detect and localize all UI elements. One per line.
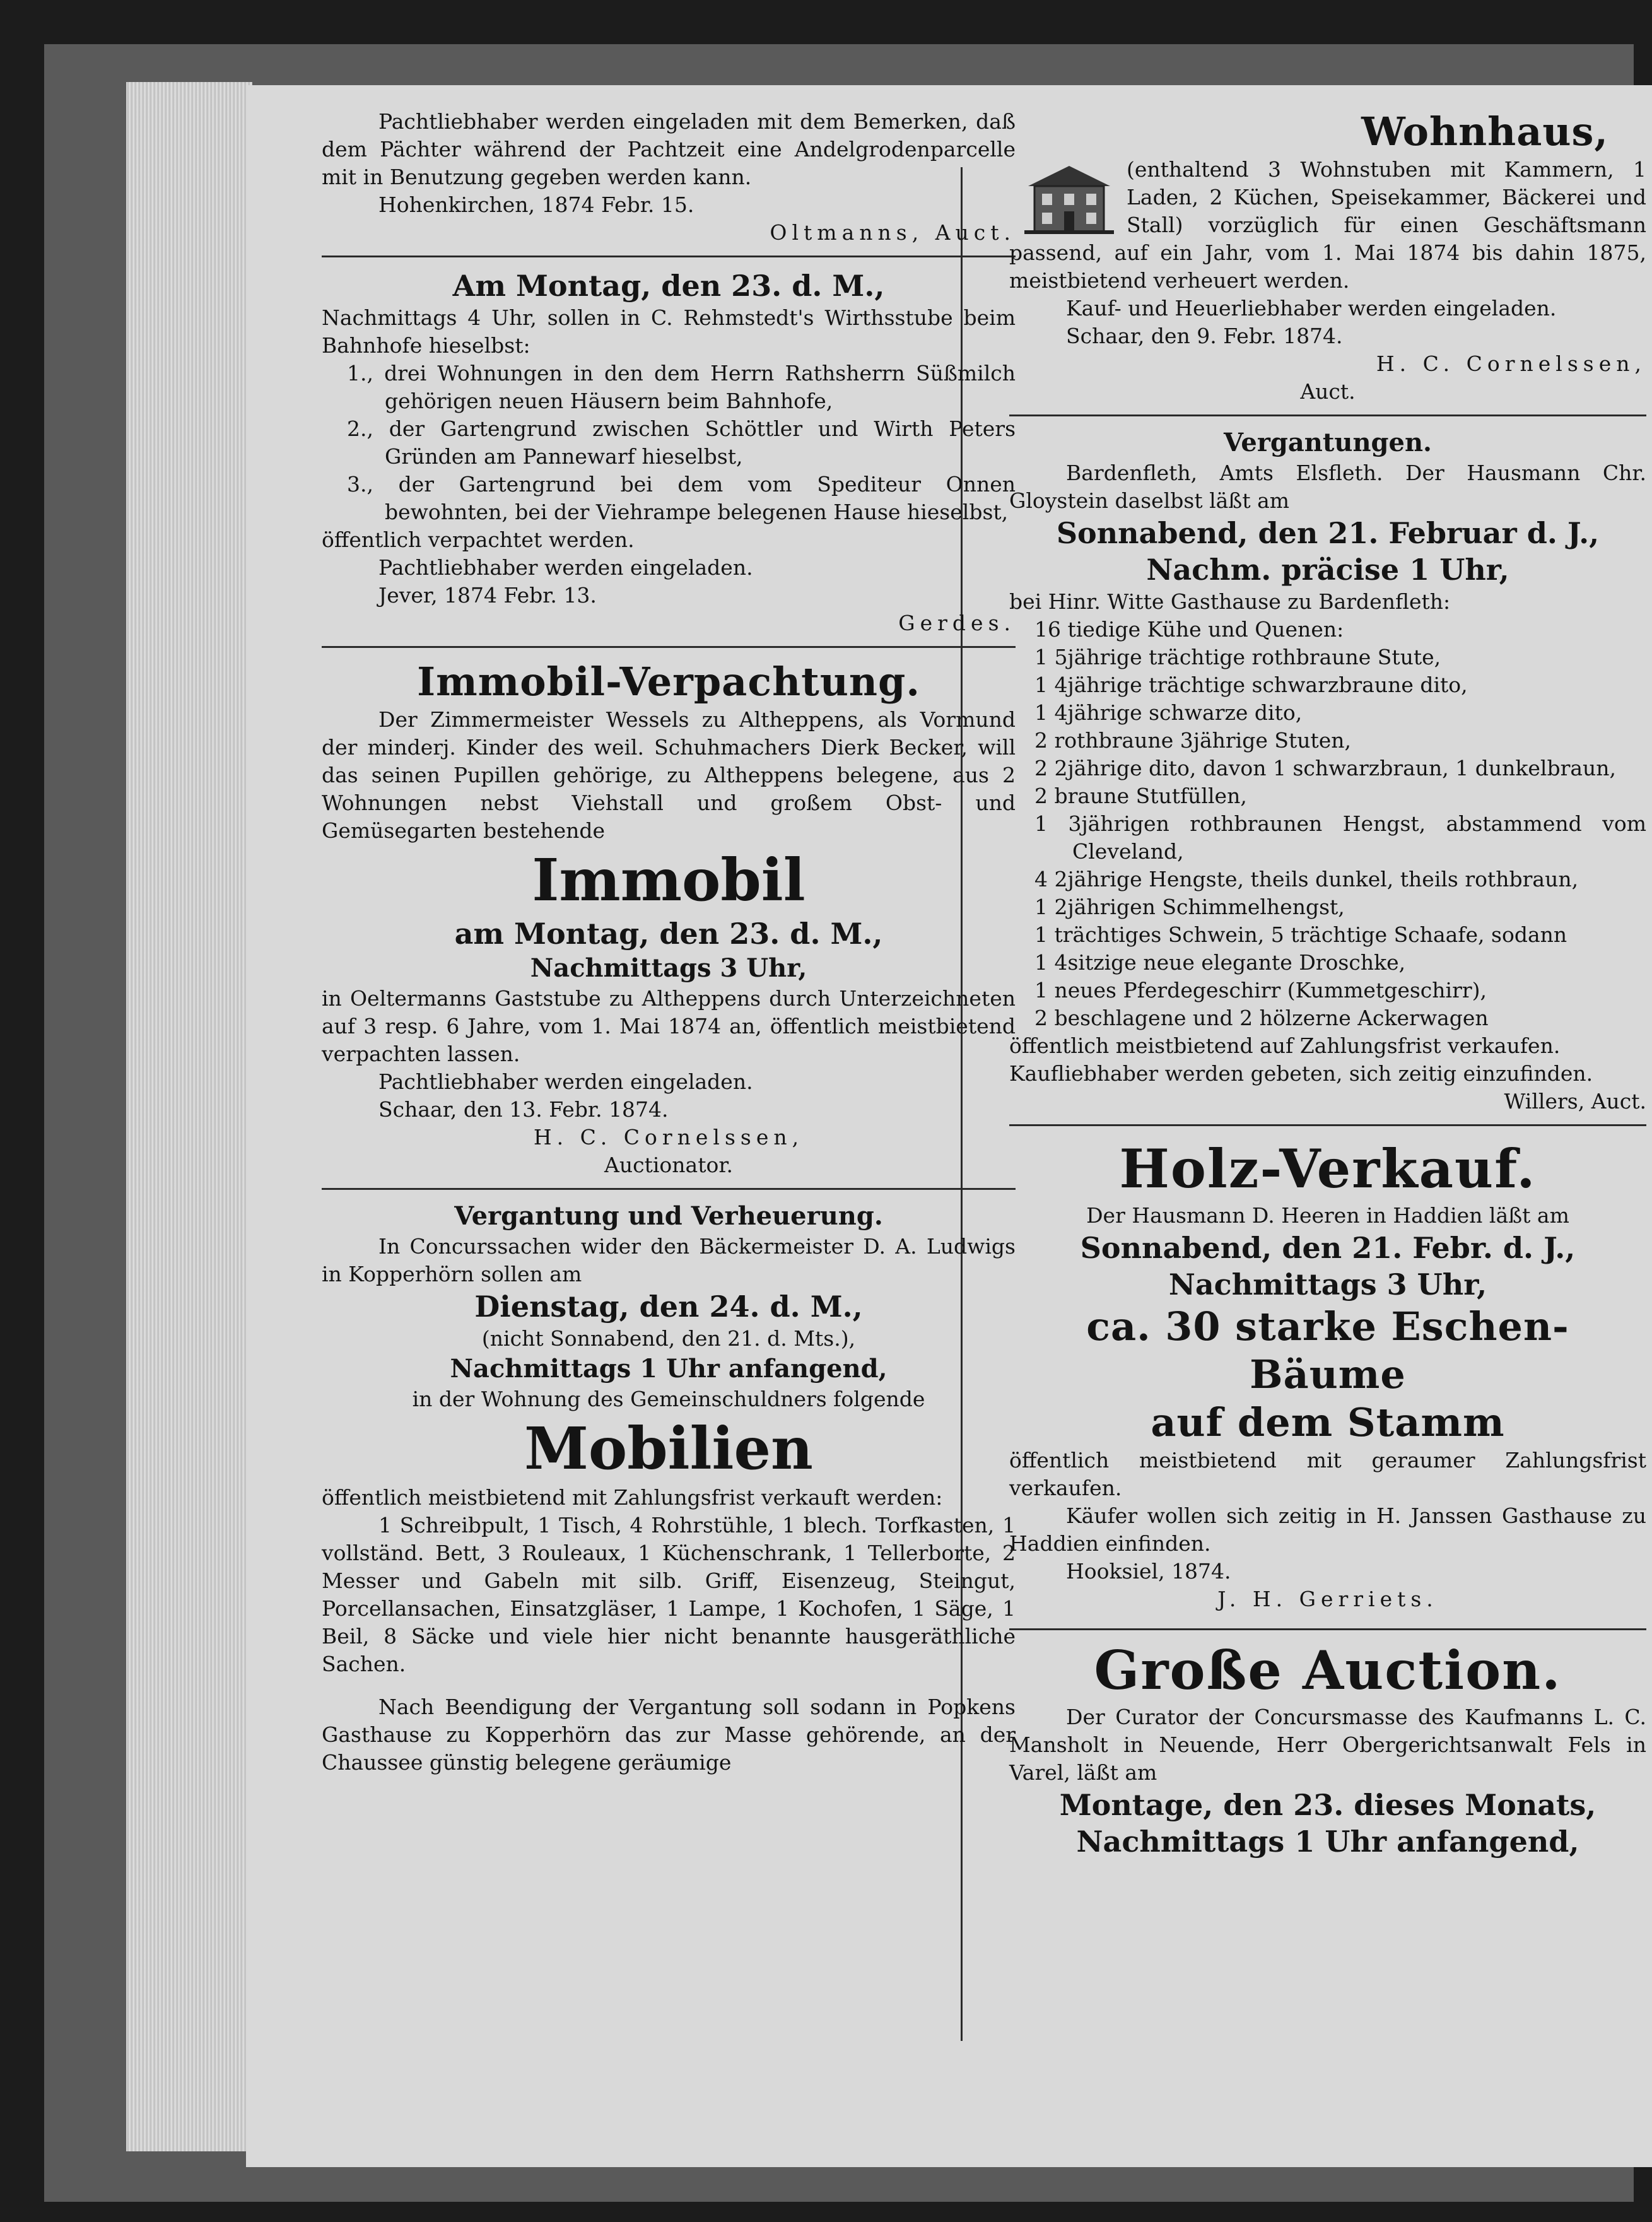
ad-holz-verkauf [1009,1132,1646,1622]
ad-heading: Große Auction. [1094,1639,1562,1702]
invite: Kaufliebhaber werden gebeten, sich zeitig einzufinden. [1009,1061,1593,1086]
ad-heading: Vergantung und Verheuerung. [454,1201,883,1231]
ad-heading: Holz-Verkauf. [1119,1137,1537,1200]
place-date: Hohenkirchen, 1874 Febr. 15. [378,192,694,217]
spacer [322,1678,1016,1693]
list-item: 2 2jährige dito, davon 1 schwarzbraun, 1 dunkelbraun, [1034,756,1617,780]
big-line-1: ca. 30 starke Eschen-Bäume [1086,1303,1569,1397]
page-edges [126,82,252,2151]
signer: Gerdes. [898,611,1016,635]
invite: Kauf- und Heuerliebhaber werden eingeladen. [1066,296,1557,320]
time-line: Nachm. präcise 1 Uhr, [1146,553,1509,587]
place-line: in der Wohnung des Gemeinschuldners folgende [412,1387,925,1411]
list-item: 1 5jährige trächtige rothbraune Stute, [1034,645,1441,669]
list-item: 1 4jährige trächtige schwarzbraune dito, [1034,673,1468,697]
ad-text: Der Zimmermeister Wessels zu Altheppens, als Vormund der minderj. Kinder des weil. Schuhmachers Dierk Becker, will das seinen Pupillen gehörige, zu Altheppens belegene, aus 2 Wohnungen nebst Viehstall und großem Obst- und Gemüsegarten bestehende [322,707,1016,843]
ad-heading: Wohnhaus, [1361,109,1608,155]
left-column [322,104,1016,1792]
signer: J. H. Gerriets. [1217,1587,1438,1611]
list-item: 2 braune Stutfüllen, [1034,784,1247,808]
list-item: 4 2jährige Hengste, theils dunkel, theils rothbraun, [1034,867,1579,891]
list-item: 1 trächtiges Schwein, 5 trächtige Schaafe, sodann [1034,922,1567,947]
ad-lease-hohenkirchen [322,104,1016,257]
ad-grosse-auction [1009,1628,1646,1869]
ad-text: Der Hausmann D. Heeren in Haddien läßt am [1086,1203,1569,1228]
terms: öffentlich meistbietend auf Zahlungsfrist verkaufen. [1009,1033,1561,1058]
right-column [1009,104,1646,1875]
big-word: Mobilien [524,1414,813,1483]
signer-title: Auct. [1300,379,1356,404]
ad-heading: Am Montag, den 23. d. M., [452,269,885,303]
ad-lease-jever [322,264,1016,648]
date-line: Sonnabend, den 21. Febr. d. J., [1080,1231,1576,1265]
item-text: 1 Schreibpult, 1 Tisch, 4 Rohrstühle, 1 blech. Torfkasten, 1 vollständ. Bett, 3 Rouleaux, 1 Küchenschrank, 1 Tellerborte, 2 Messer und Gabeln mit silb. Griff, Eisenzeug, Steingut, Porcellansachen, Einsatzgläser, 1 Lampe, 1 Kochofen, 1 Säge, 1 Beil, 8 Säcke und viele hier nicht benannte hausgeräthliche Sachen. [322,1513,1016,1676]
ad-text: Bardenfleth, Amts Elsfleth. Der Hausmann Chr. Gloystein daselbst läßt am [1009,461,1646,513]
ad-vergantungen-bardenfleth [1009,423,1646,1126]
invite: Käufer wollen sich zeitig in H. Janssen Gasthause zu Haddien einfinden. [1009,1503,1646,1556]
list-item: 1 4sitzige neue elegante Droschke, [1034,950,1406,975]
signer: Willers, Auct. [1504,1089,1646,1114]
place-line: bei Hinr. Witte Gasthause zu Bardenfleth: [1009,589,1451,614]
ad-heading: Immobil-Verpachtung. [417,659,920,705]
signer-title: Auctionator. [604,1153,733,1177]
date-line: Dienstag, den 24. d. M., [474,1290,863,1324]
time-line: Nachmittags 1 Uhr anfangend, [1076,1825,1579,1859]
list-item: 2 beschlagene und 2 hölzerne Ackerwagen [1034,1006,1489,1030]
invite: Pachtliebhaber werden eingeladen. [378,555,753,580]
newspaper-page [246,85,1652,2167]
place-date: Schaar, den 13. Febr. 1874. [378,1097,669,1122]
place-date: Jever, 1874 Febr. 13. [378,583,597,608]
item-list [1009,616,1646,1032]
signer: H. C. Cornelssen, [1376,351,1646,376]
ad-text: In Concurssachen wider den Bäckermeister D. A. Ludwigs in Kopperhörn sollen am [322,1234,1016,1286]
list-item: 1 2jährigen Schimmelhengst, [1034,895,1345,919]
list-item: 1 3jährigen rothbraunen Hengst, abstammend vom Cleveland, [1034,811,1646,864]
house-icon [1022,161,1116,237]
ad-text-2: in Oeltermanns Gaststube zu Altheppens durch Unterzeichneten auf 3 resp. 6 Jahre, vom 1. Mai 1874 an, öffentlich meistbietend verpachten lassen. [322,986,1016,1066]
time-line: Nachmittags 1 Uhr anfangend, [450,1354,888,1384]
ad-vergantung-kopperhoern [322,1196,1016,1785]
list-item: 1 neues Pferdegeschirr (Kummetgeschirr), [1034,978,1487,1002]
ad-outro: öffentlich verpachtet werden. [322,527,635,552]
after-text: Nach Beendigung der Vergantung soll sodann in Popkens Gasthause zu Kopperhörn das zur Masse gehörende, an der Chaussee günstig belegene geräumige [322,1695,1016,1775]
terms: öffentlich meistbietend mit Zahlungsfrist verkauft werden: [322,1485,943,1510]
ad-heading: Vergantungen. [1224,428,1432,457]
list-item: 1., drei Wohnungen in den dem Herrn Rathsherrn Süßmilch gehörigen neuen Häusern beim Bahnhofe, [347,361,1016,413]
item-list [322,360,1016,526]
terms: öffentlich meistbietend mit geraumer Zahlungsfrist verkaufen. [1009,1448,1646,1500]
date-line: Montage, den 23. dieses Monats, [1059,1788,1596,1822]
list-item: 2., der Gartengrund zwischen Schöttler und Wirth Peters Gründen am Pannewarf hieselbst, [347,416,1016,469]
ad-text: Der Curator der Concursmasse des Kaufmanns L. C. Mansholt in Neuende, Herr Obergerichtsanwalt Fels in Varel, läßt am [1009,1705,1646,1785]
invite: Pachtliebhaber werden eingeladen. [378,1069,753,1094]
list-item: 2 rothbraune 3jährige Stuten, [1034,728,1352,753]
ad-immobil-verpachtung [322,654,1016,1190]
place-date: Schaar, den 9. Febr. 1874. [1066,324,1343,348]
signer: H. C. Cornelssen, [533,1125,804,1149]
ad-intro: Nachmittags 4 Uhr, sollen in C. Rehmstedt's Wirthsstube beim Bahnhofe hieselbst: [322,305,1016,358]
signer: Oltmanns, Auct. [770,220,1016,245]
list-item: 16 tiedige Kühe und Quenen: [1034,617,1344,642]
date-line: Sonnabend, den 21. Februar d. J., [1056,516,1600,550]
big-word: Immobil [532,846,805,914]
date-line: am Montag, den 23. d. M., [454,917,883,951]
big-line-2: auf dem Stamm [1151,1399,1505,1445]
time-line: Nachmittags 3 Uhr, [530,953,807,983]
ad-text: (enthaltend 3 Wohnstuben mit Kammern, 1 Laden, 2 Küchen, Speisekammer, Bäckerei und Stall) vorzüglich für einen Geschäftsmann passend, auf ein Jahr, vom 1. Mai 1874 bis dahin 1875, meistbietend verheuert werden. [1009,157,1646,293]
note-line: (nicht Sonnabend, den 21. d. Mts.), [481,1326,856,1351]
place-date: Hooksiel, 1874. [1066,1559,1231,1584]
time-line: Nachmittags 3 Uhr, [1168,1267,1487,1302]
ad-text: Pachtliebhaber werden eingeladen mit dem Bemerken, daß dem Pächter während der Pachtzeit eine Andelgrodenparcelle mit in Benutzung gegeben werden kann. [322,109,1016,189]
list-item: 1 4jährige schwarze dito, [1034,700,1303,725]
list-item: 3., der Gartengrund bei dem vom Spediteur Onnen bewohnten, bei der Viehrampe belegenen Hause hieselbst, [347,472,1016,524]
ad-wohnhaus [1009,104,1646,416]
